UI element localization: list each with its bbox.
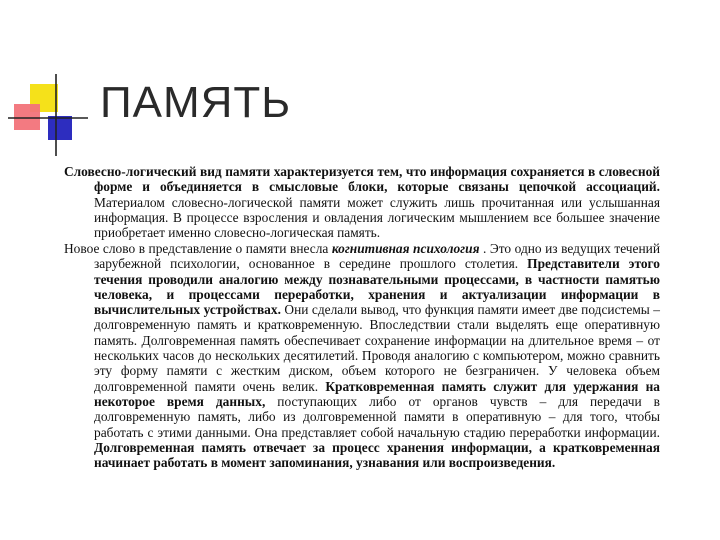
decor-red-square: [14, 104, 40, 130]
text-bold: Представители этого течения проводили аналогию между познавательными процессами, в частности памятью человека, и процессами переработки, хранения и актуализации информации в вычислительных устройствах.: [94, 256, 660, 318]
text-bold: Долговременная память отвечает за процесс хранения информации, а кратковременная начинает работать в момент запоминания, узнавания или воспроизведения.: [94, 439, 660, 471]
text-regular: Проводя аналогию с компьютером, можно сравнить эту форму памяти с жестким диском, объем которого не безграничен. У человека объем долговременной памяти очень велик.: [94, 348, 660, 394]
decor-blue-square: [48, 116, 72, 140]
text-regular: Материалом словесно-логической памяти может служить лишь прочитанная или услышанная информация. В процессе взросления и овладения логическим мышлением все большее значение приобретает именно словесно-логическая память.: [94, 194, 660, 241]
paragraph-cognitive-psychology: [64, 241, 660, 470]
text-bold: Словесно-логический вид памяти характеризуется тем, что информация сохраняется в словесной форме и объединяется в смысловые блоки, которые связаны цепочкой ассоциаций.: [64, 164, 660, 195]
text-regular: поступающих либо от органов чувств – для передачи в долговременную память, либо из долговременной памяти в оперативную – для того, чтобы работать с этими данными. Она представляет собой начальную стадию переработки информации.: [94, 393, 660, 440]
text-bold: Кратковременная память служит для удержания на некоторое время данных,: [94, 378, 660, 409]
text-regular: Они сделали вывод, что функция памяти имеет две подсистемы – долговременную память и кратковременную. Впоследствии стали выделять еще оперативную память. Долговременная память обеспечивает сохранение информации на длительное время – от нескольких часов до нескольких десятилетий.: [94, 302, 660, 364]
title-decoration: [0, 0, 90, 160]
text-regular: Новое слово в представление о памяти внесла: [64, 240, 332, 256]
text-bold-italic: когнитивная психология: [331, 240, 480, 256]
paragraph-verbal-logical-memory: [64, 164, 660, 240]
slide-title: ПАМЯТЬ: [100, 78, 292, 127]
slide-body: [64, 164, 660, 470]
text-regular: . Это одно из ведущих течений зарубежной психологии, основанное в середине прошлого столетия.: [94, 240, 660, 272]
